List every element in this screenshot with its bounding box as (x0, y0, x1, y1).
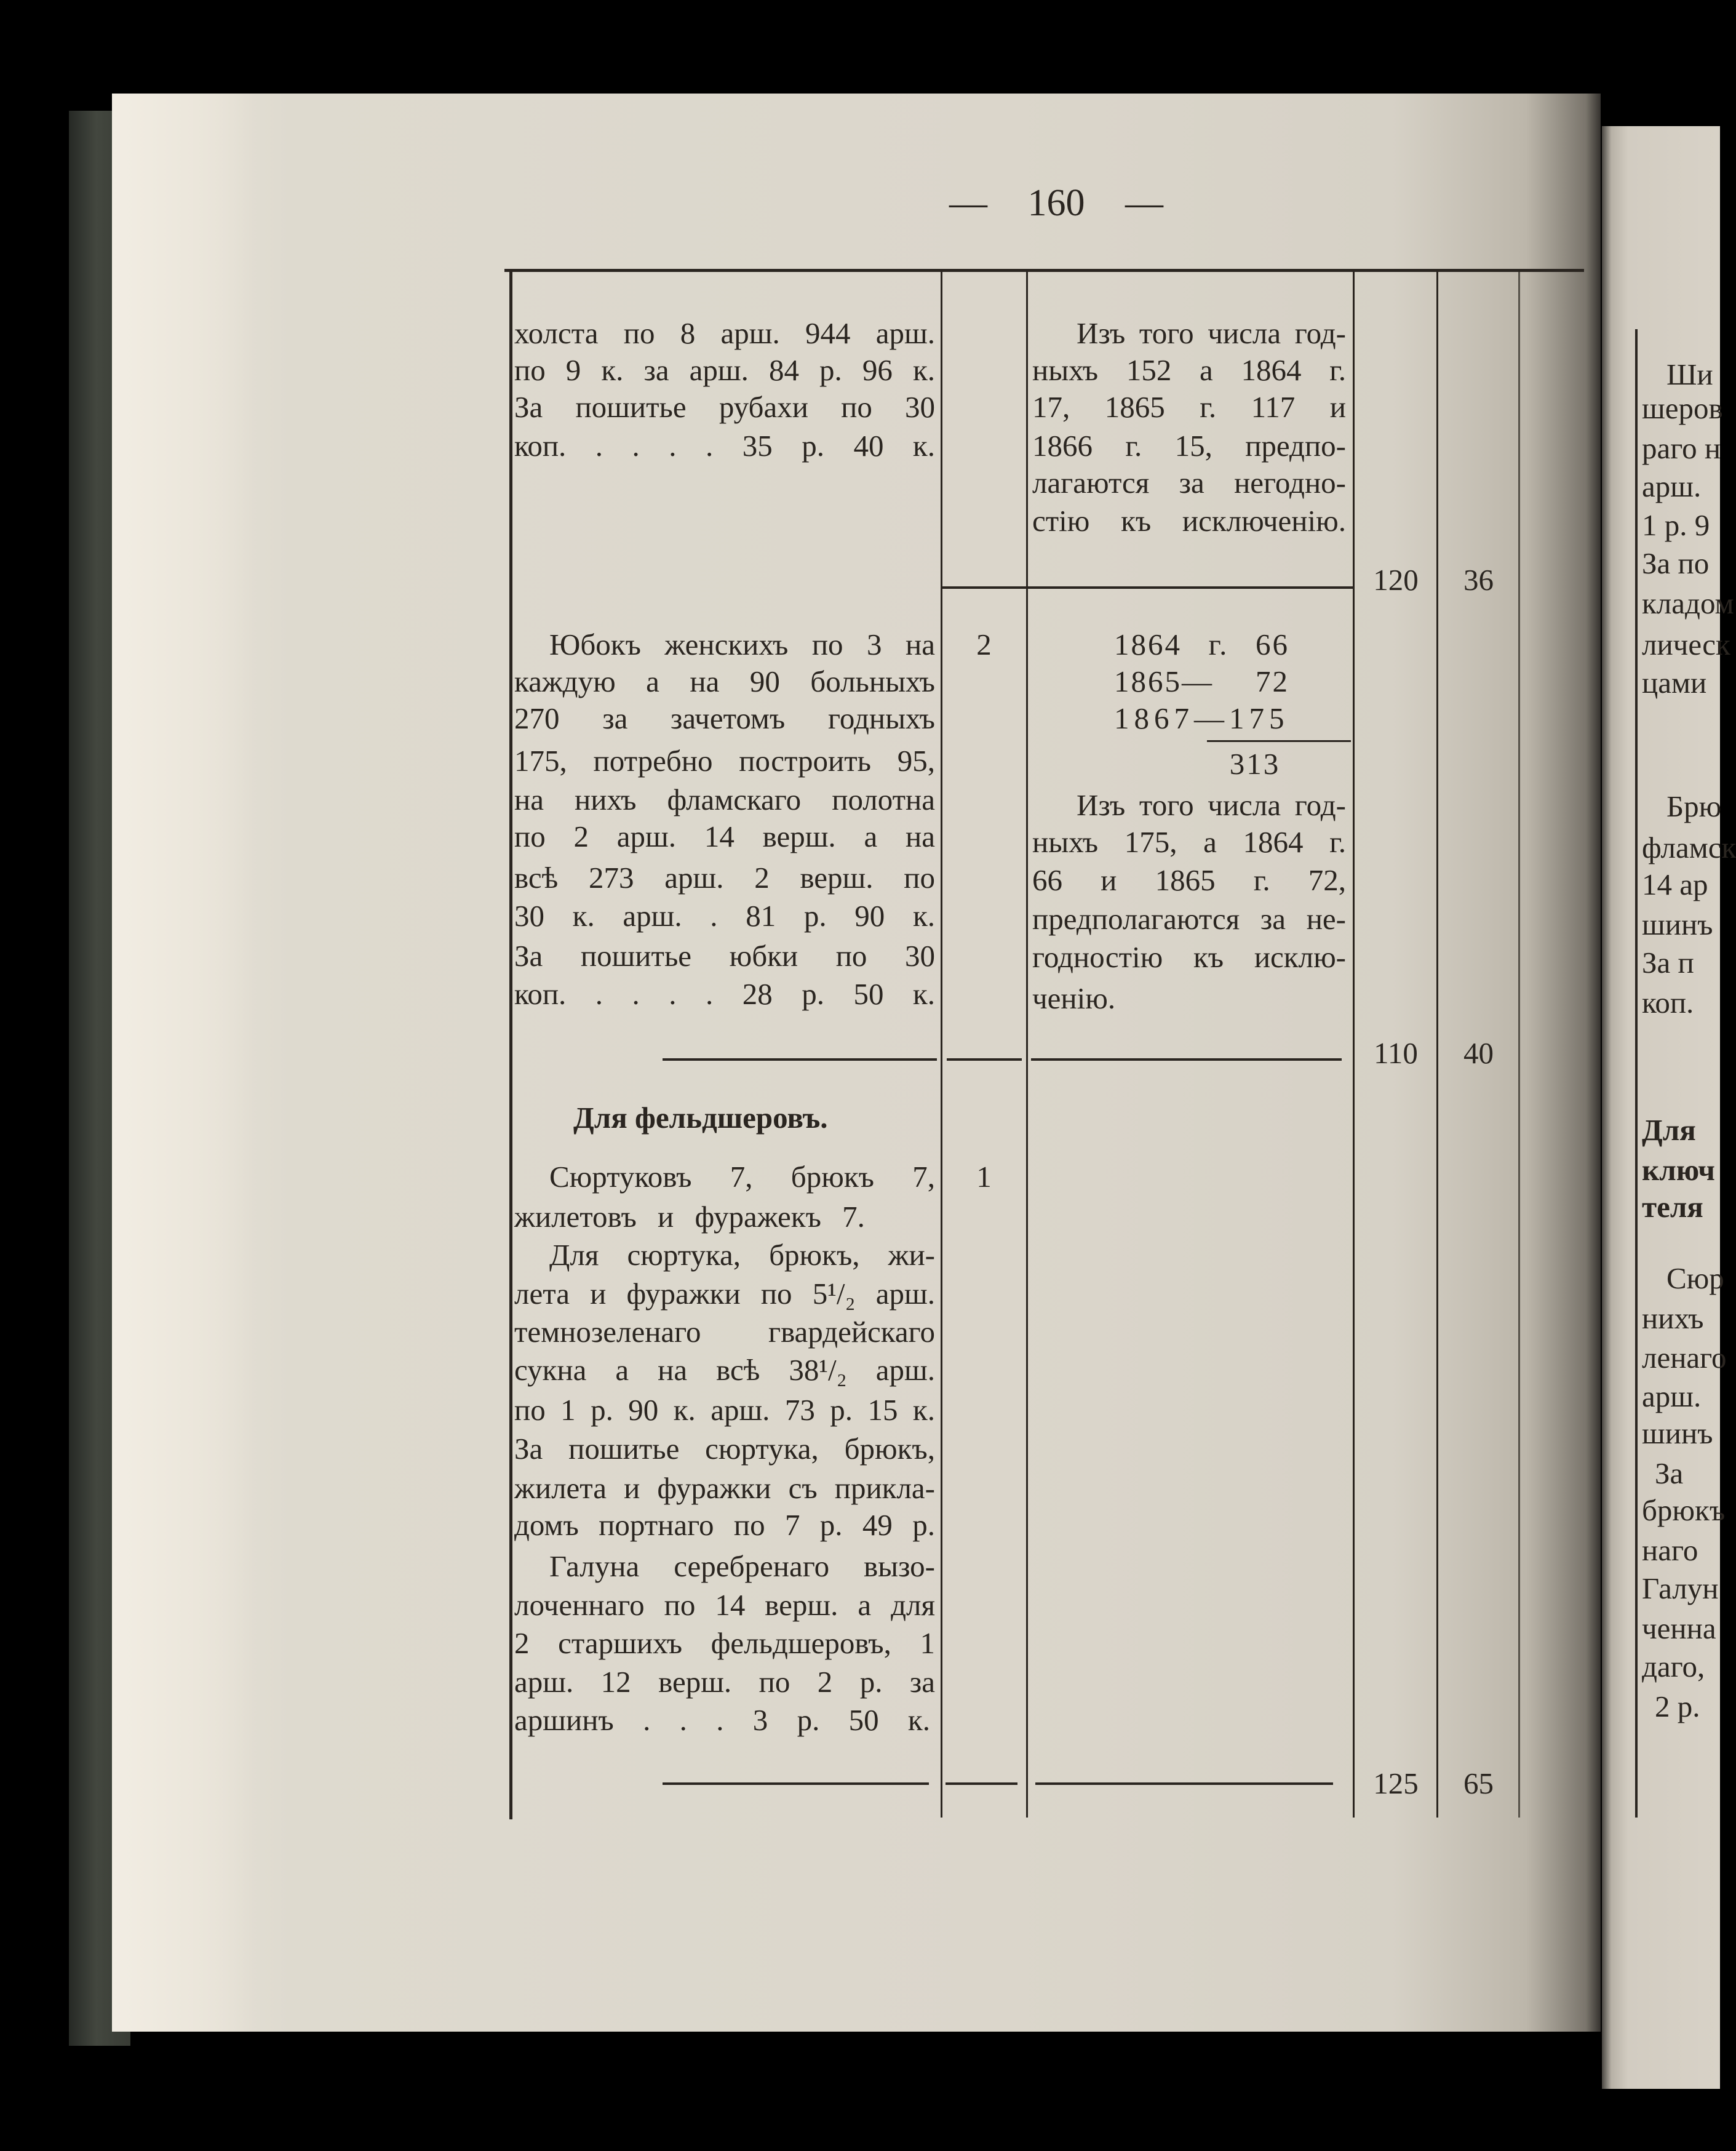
facing-line: За по (1642, 546, 1710, 580)
facing-line: За (1655, 1456, 1684, 1490)
item-line: коп. . . . . 35 р. 40 к. (514, 429, 935, 463)
note-line: 66 и 1865 г. 72, (1032, 863, 1346, 897)
rubles-value: 110 (1374, 1036, 1418, 1070)
facing-line: брюкъ (1642, 1493, 1726, 1527)
facing-line: арш. (1642, 1379, 1702, 1413)
facing-line: коп. (1642, 986, 1694, 1020)
item-line: Юбокъ женскихъ по 3 на (549, 628, 935, 661)
count-value: 2 (976, 628, 992, 661)
note-line: лагаются за негодно- (1032, 466, 1346, 500)
facing-line: шинъ (1642, 908, 1713, 941)
facing-line: За п (1642, 946, 1694, 980)
facing-line: шеров (1642, 391, 1723, 425)
facing-line: цами (1642, 666, 1707, 700)
kopecks-value: 36 (1463, 563, 1494, 597)
column-divider (1026, 270, 1028, 1818)
facing-line: раго н (1642, 431, 1721, 465)
row-divider (663, 1782, 929, 1785)
row-divider (941, 586, 1353, 589)
note-line: предполагаются за не- (1032, 902, 1346, 936)
facing-line: ченна (1642, 1611, 1716, 1645)
item-line: 175, потребно построить 95, (514, 744, 935, 778)
kopecks-value: 40 (1463, 1036, 1494, 1070)
facing-line: Сюр (1666, 1261, 1724, 1295)
item-line: на нихъ фламскаго полотна (514, 783, 935, 816)
note-line: Изъ того числа год- (1077, 788, 1346, 822)
facing-line: 1 р. 9 (1642, 508, 1710, 542)
item-line: всѣ 273 арш. 2 верш. по (514, 861, 935, 895)
item-line: лета и фуражки по 5¹/₂ арш. (514, 1277, 935, 1311)
item-line: холста по 8 арш. 944 арш. (514, 316, 935, 350)
facing-line: даго, (1642, 1650, 1705, 1683)
tally-line: 1864 г. 66 (1114, 628, 1289, 661)
facing-heading-line: ключ (1642, 1153, 1715, 1187)
facing-line: фламск (1642, 831, 1736, 864)
tally-sum-rule (1207, 740, 1351, 742)
item-line: 2 старшихъ фельдшеровъ, 1 (514, 1626, 935, 1660)
tally-line: 1867—175 (1114, 701, 1289, 735)
facing-table-border (1635, 329, 1638, 1818)
note-line: стію къ исключенію. (1032, 504, 1346, 538)
facing-line: кладом (1642, 586, 1734, 620)
row-divider (663, 1058, 937, 1061)
item-line: темнозеленаго гвардейскаго (514, 1315, 935, 1349)
rubles-value: 120 (1373, 563, 1419, 597)
facing-line: лическ (1642, 628, 1730, 661)
facing-line: Ши (1666, 357, 1713, 391)
facing-line: ленаго (1642, 1341, 1727, 1375)
facing-line: наго (1642, 1533, 1698, 1567)
item-line: Сюртуковъ 7, брюкъ 7, (549, 1160, 935, 1194)
tally-total: 313 (1229, 747, 1281, 781)
table-top-rule (504, 269, 1584, 272)
item-line: За пошитье рубахи по 30 (514, 390, 935, 424)
page-number: — 160 — (949, 182, 1163, 224)
item-line: по 2 арш. 14 верш. а на (514, 820, 935, 853)
item-line: 30 к. арш. . 81 р. 90 к. (514, 899, 935, 933)
facing-line: нихъ (1642, 1301, 1704, 1335)
item-line: домъ портнаго по 7 р. 49 р. (514, 1508, 935, 1542)
facing-heading-line: Для (1642, 1113, 1696, 1147)
facing-line: 2 р. (1655, 1690, 1700, 1723)
item-line: арш. 12 верш. по 2 р. за (514, 1665, 935, 1699)
facing-line: арш. (1642, 469, 1702, 503)
item-line: сукна а на всѣ 38¹/₂ арш. (514, 1353, 935, 1387)
facing-line: шинъ (1642, 1416, 1713, 1450)
note-line: 1866 г. 15, предпо- (1032, 429, 1346, 463)
item-line: по 1 р. 90 к. арш. 73 р. 15 к. (514, 1393, 935, 1427)
note-line: Изъ того числа год- (1077, 316, 1346, 350)
item-line: жилета и фуражки съ прикла- (514, 1471, 935, 1505)
facing-line: Галун (1642, 1571, 1719, 1605)
section-heading: Для фельдшеровъ. (573, 1101, 828, 1135)
row-divider (1031, 1058, 1342, 1061)
row-divider (946, 1782, 1017, 1785)
item-line: коп. . . . . 28 р. 50 к. (514, 977, 935, 1011)
note-line: 17, 1865 г. 117 и (1032, 390, 1346, 424)
kopecks-value: 65 (1463, 1766, 1494, 1800)
item-line: За пошитье сюртука, брюкъ, (514, 1432, 935, 1466)
page-stack-edge (112, 94, 253, 2032)
note-line: годностію къ исклю- (1032, 940, 1346, 974)
table-left-border (509, 269, 512, 1819)
item-line: Для сюртука, брюкъ, жи- (549, 1238, 935, 1272)
item-line: За пошитье юбки по 30 (514, 939, 935, 973)
item-line: аршинъ . . . 3 р. 50 к. (514, 1703, 930, 1737)
item-line: жилетовъ и фуражекъ 7. (514, 1200, 865, 1234)
facing-page (1602, 126, 1736, 2089)
note-line: ченію. (1032, 981, 1116, 1015)
facing-heading-line: теля (1642, 1190, 1703, 1224)
item-line: по 9 к. за арш. 84 р. 96 к. (514, 353, 935, 387)
tally-line: 1865— 72 (1114, 664, 1289, 698)
rubles-value: 125 (1373, 1766, 1419, 1800)
facing-line: 14 ар (1642, 868, 1708, 901)
row-divider (947, 1058, 1022, 1061)
facing-line: Брю (1666, 789, 1722, 823)
row-divider (1035, 1782, 1333, 1785)
count-value: 1 (976, 1160, 992, 1194)
item-line: 270 за зачетомъ годныхъ (514, 701, 935, 735)
item-line: лоченнаго по 14 верш. а для (514, 1588, 935, 1622)
note-line: ныхъ 152 а 1864 г. (1032, 353, 1346, 387)
note-line: ныхъ 175, а 1864 г. (1032, 825, 1346, 859)
item-line: Галуна серебренаго вызо- (549, 1549, 935, 1583)
column-divider (941, 270, 942, 1818)
item-line: каждую а на 90 больныхъ (514, 664, 935, 698)
